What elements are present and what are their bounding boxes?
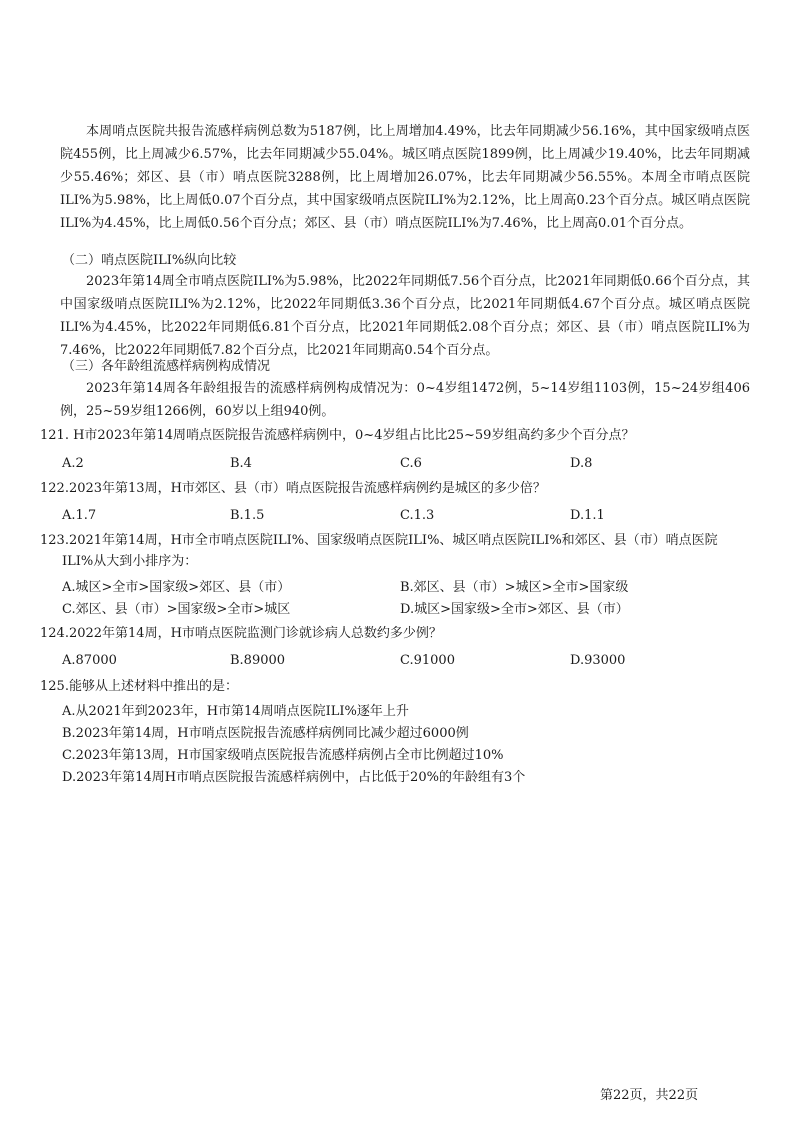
question-125-option-b[interactable]: B.2023年第14周，H市哨点医院报告流感样病例同比减少超过6000例 [62,726,469,741]
material-paragraph-2: 2023年第14周全市哨点医院ILI%为5.98%，比2022年同期低7.56个百分点，比2021年同期低0.66个百分点，其中国家级哨点医院ILI%为2.12%，比2022年同期低3.36个百分点，比2021年同期低4.67个百分点。城区哨点医院ILI%为4.45%，比2022年同期低6.81个百分点，比2021年同期低2.08个百分点；郊区、县（市）哨点医院ILI%为7.46%，比2022年同期低7.82个百分点，比2021年同期高0.54个百分点。 [60,274,750,358]
question-122-option-c[interactable]: C.1.3 [400,508,435,523]
question-125-option-a[interactable]: A.从2021年到2023年，H市第14周哨点医院ILI%逐年上升 [62,704,409,719]
question-123-option-a[interactable]: A.城区>全市>国家级>郊区、县（市） [62,580,291,595]
question-121-option-b[interactable]: B.4 [230,456,252,471]
section-heading-3: （三）各年龄组流感样病例构成情况 [62,359,271,374]
question-122-option-d[interactable]: D.1.1 [570,508,605,523]
question-121-option-c[interactable]: C.6 [400,456,422,471]
question-125-option-d[interactable]: D.2023年第14周H市哨点医院报告流感样病例中，占比低于20%的年龄组有3个 [62,770,526,785]
question-125-option-c[interactable]: C.2023年第13周，H市国家级哨点医院报告流感样病例占全市比例超过10% [62,748,504,763]
question-122-stem: 122.2023年第13周，H市郊区、县（市）哨点医院报告流感样病例约是城区的多少倍？ [40,481,546,496]
question-123-option-c[interactable]: C.郊区、县（市）>国家级>全市>城区 [62,602,291,617]
question-123-stem-line1: 123.2021年第14周，H市全市哨点医院ILI%、国家级哨点医院ILI%、城区哨点医院ILI%和郊区、县（市）哨点医院 [40,533,718,548]
question-124-option-b[interactable]: B.89000 [230,653,286,668]
page-number-footer: 第22页，共22页 [600,1088,699,1103]
question-121-option-d[interactable]: D.8 [570,456,593,471]
question-124-option-a[interactable]: A.87000 [62,653,117,668]
section-heading-2: （二）哨点医院ILI%纵向比较 [62,253,237,268]
question-125-stem: 125.能够从上述材料中推出的是： [40,679,238,694]
question-123-option-b[interactable]: B.郊区、县（市）>城区>全市>国家级 [400,580,629,595]
question-122-option-b[interactable]: B.1.5 [230,508,265,523]
question-123-option-d[interactable]: D.城区>国家级>全市>郊区、县（市） [400,602,629,617]
question-124-option-d[interactable]: D.93000 [570,653,626,668]
question-121-option-a[interactable]: A.2 [62,456,84,471]
question-123-stem-line2: ILI%从大到小排序为： [62,554,198,569]
material-paragraph-1: 本周哨点医院共报告流感样病例总数为5187例，比上周增加4.49%，比去年同期减少56.16%，其中国家级哨点医院455例，比上周减少6.57%，比去年同期减少55.04%。城区哨点医院1899例，比上周减少19.40%，比去年同期减少55.46%；郊区、县（市）哨点医院3288例，比上周增加26.07%，比去年同期减少56.55%。本周全市哨点医院ILI%为5.98%，比上周低0.07个百分点，其中国家级哨点医院ILI%为2.12%，比上周高0.23个百分点。城区哨点医院ILI%为4.45%，比上周低0.56个百分点；郊区、县（市）哨点医院ILI%为7.46%，比上周高0.01个百分点。 [60,124,750,231]
question-124-option-c[interactable]: C.91000 [400,653,455,668]
question-121-stem: 121. H市2023年第14周哨点医院报告流感样病例中，0~4岁组占比比25~59岁组高约多少个百分点？ [40,428,635,443]
question-124-stem: 124.2022年第14周，H市哨点医院监测门诊就诊病人总数约多少例？ [40,626,442,641]
question-122-option-a[interactable]: A.1.7 [62,508,97,523]
material-paragraph-3: 2023年第14周各年龄组报告的流感样病例构成情况为：0~4岁组1472例，5~14岁组1103例，15~24岁组406例，25~59岁组1266例，60岁以上组940例。 [60,381,750,419]
